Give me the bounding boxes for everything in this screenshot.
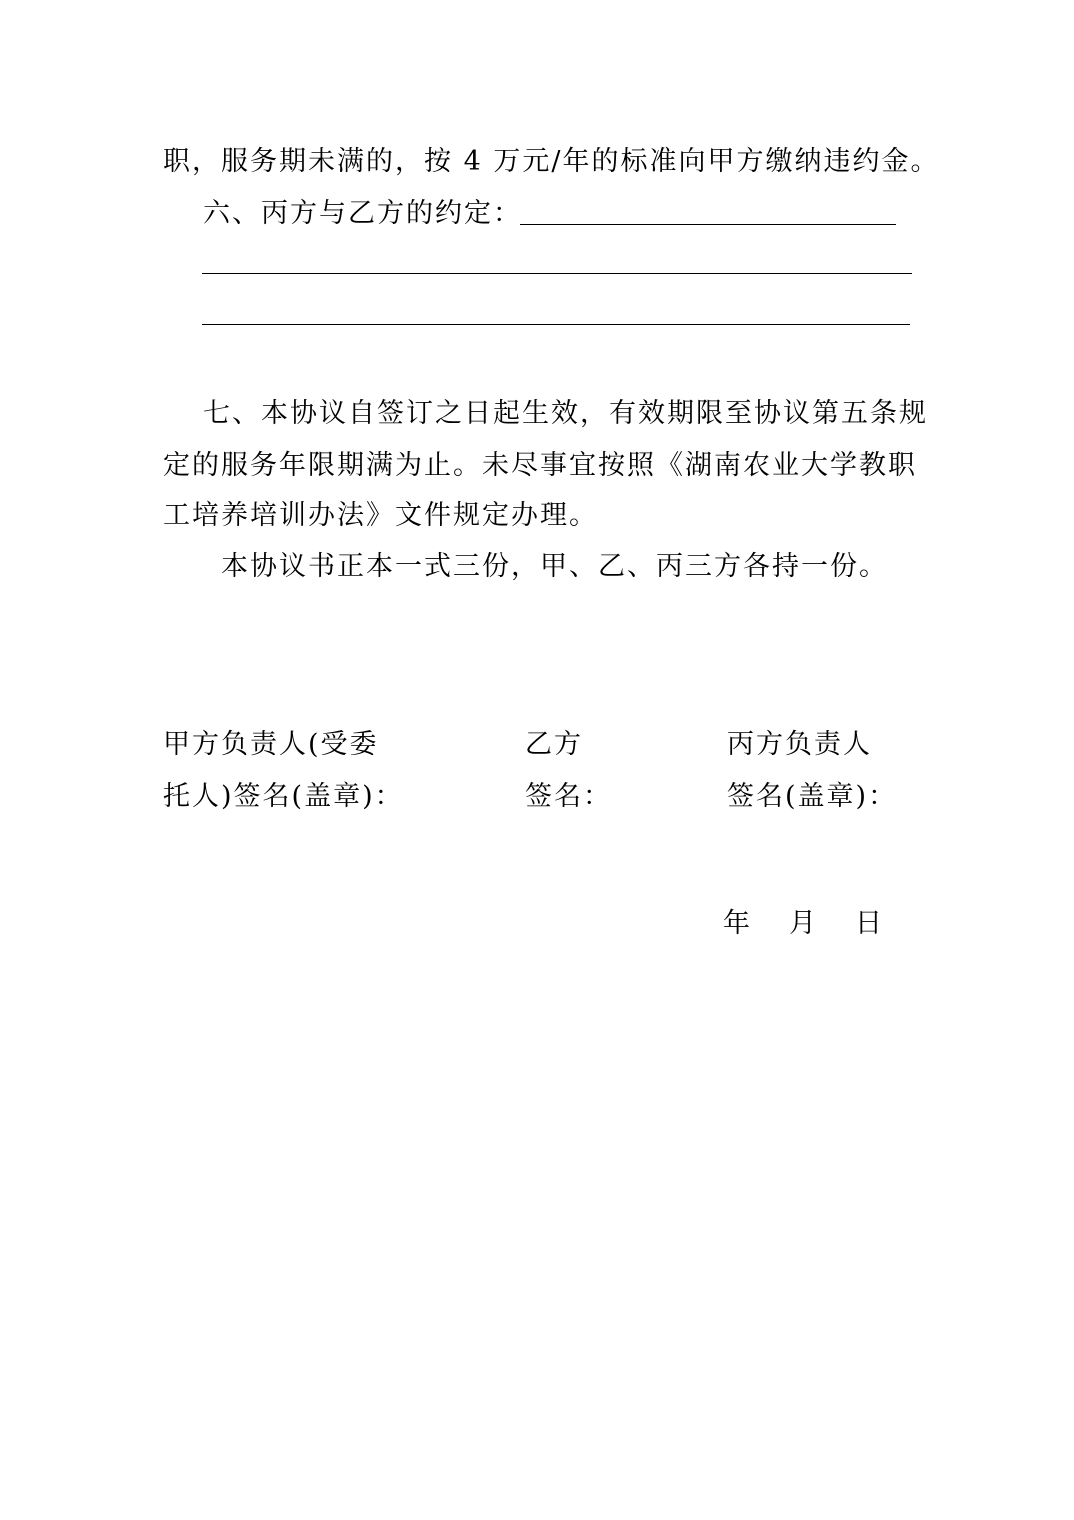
party-b-signature-label-2: 签名： bbox=[525, 781, 612, 812]
party-a-signature-label-2: 托人)签名(盖章)： bbox=[163, 781, 404, 812]
clause-6-label: 六、丙方与乙方的约定： bbox=[203, 198, 522, 229]
clause-6-blank-line-2 bbox=[202, 273, 912, 274]
party-c-signature-label-1: 丙方负责人 bbox=[727, 729, 872, 760]
copies-note: 本协议书正本一式三份，甲、乙、丙三方各持一份。 bbox=[221, 551, 888, 582]
clause-6-blank-line-1 bbox=[520, 224, 896, 225]
signing-date: 年 月 日 bbox=[723, 908, 888, 939]
party-b-signature-label-1: 乙方 bbox=[525, 729, 583, 760]
clause-7-line-3: 工培养培训办法》文件规定办理。 bbox=[163, 500, 598, 531]
clause-6-blank-line-3 bbox=[202, 324, 910, 325]
party-c-signature-label-2: 签名(盖章)： bbox=[727, 781, 898, 812]
clause-5-tail: 职，服务期未满的，按 4 万元/年的标准向甲方缴纳违约金。 bbox=[163, 146, 940, 177]
clause-7-line-2: 定的服务年限期满为止。未尽事宜按照《湖南农业大学教职 bbox=[163, 450, 917, 481]
clause-7-line-1: 七、本协议自签订之日起生效，有效期限至协议第五条规 bbox=[203, 398, 928, 429]
party-a-signature-label-1: 甲方负责人(受委 bbox=[163, 729, 379, 760]
